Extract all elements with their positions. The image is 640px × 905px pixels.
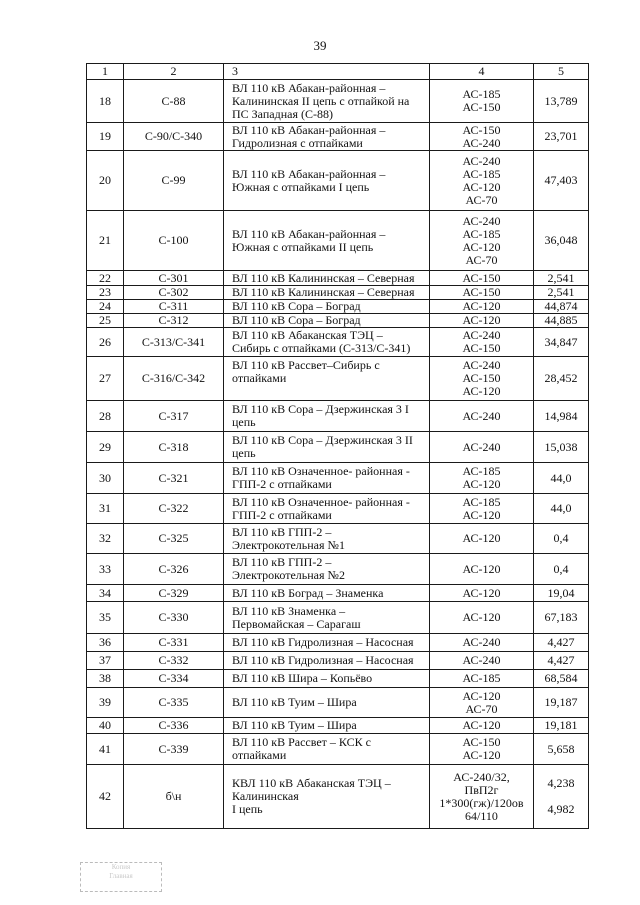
wire-type xyxy=(430,271,534,286)
cell-line: АС-70 xyxy=(465,252,498,267)
wire-type xyxy=(430,432,534,463)
line-length xyxy=(534,286,589,300)
cell-line: ГПП-2 с отпайками xyxy=(232,477,332,491)
row-number: 39 xyxy=(87,688,124,718)
line-length xyxy=(534,432,589,463)
table-row xyxy=(87,688,589,718)
cell-line: 14,984 xyxy=(544,408,578,423)
row-number: 24 xyxy=(87,300,124,314)
cell-line: Электрокотельная №1 xyxy=(232,537,345,552)
cell-line: АС-120 xyxy=(462,561,501,576)
table-row xyxy=(87,314,589,328)
line-name xyxy=(224,670,430,688)
cell-line: 64/110 xyxy=(465,808,498,823)
cell-line: ВЛ 110 кВ Абаканская ТЭЦ – xyxy=(232,328,383,342)
line-name xyxy=(224,357,430,401)
cell-line: 13,789 xyxy=(544,93,578,108)
line-name xyxy=(224,432,430,463)
table-row xyxy=(87,286,589,300)
line-name xyxy=(224,300,430,314)
table-row xyxy=(87,670,589,688)
line-name xyxy=(224,554,430,585)
row-number: 32 xyxy=(87,524,124,554)
cell-line: ГПП-2 с отпайками xyxy=(232,507,332,522)
row-number: 37 xyxy=(87,652,124,670)
cell-line: Южная с отпайками II цепь xyxy=(232,239,374,254)
cell-line: АС-150 xyxy=(462,735,501,749)
line-code: С-318 xyxy=(124,432,224,463)
line-code: С-317 xyxy=(124,401,224,432)
cell-line: АС-240 xyxy=(462,439,501,454)
line-length xyxy=(534,401,589,432)
table-row xyxy=(87,123,589,151)
line-name xyxy=(224,734,430,765)
stamp-line: Главная xyxy=(109,872,133,880)
row-number: 21 xyxy=(87,211,124,271)
row-number: 41 xyxy=(87,734,124,765)
wire-type xyxy=(430,211,534,271)
line-name xyxy=(224,718,430,734)
line-code: С-329 xyxy=(124,585,224,602)
cell-line: АС-240 xyxy=(462,328,501,342)
cell-line: АС-240 xyxy=(462,213,501,228)
cell-line: АС-185 xyxy=(462,494,501,509)
cell-line: АС-120 xyxy=(462,313,501,327)
cell-line: 2,541 xyxy=(547,285,575,299)
header-cell: 1 xyxy=(87,64,124,80)
table-row xyxy=(87,718,589,734)
line-code: С-339 xyxy=(124,734,224,765)
cell-line: 4,982 xyxy=(547,802,575,816)
wire-type xyxy=(430,328,534,357)
cell-line: АС-120 xyxy=(462,384,501,398)
line-code: С-330 xyxy=(124,602,224,634)
line-code: С-100 xyxy=(124,211,224,271)
line-length xyxy=(534,602,589,634)
cell-line: АС-185 xyxy=(462,87,501,101)
cell-line: ВЛ 110 кВ Сора – Боград xyxy=(232,313,361,327)
cell-line: ВЛ 110 кВ Туим – Шира xyxy=(232,695,357,709)
cell-line xyxy=(232,385,426,398)
header-cell: 3 xyxy=(224,64,430,80)
table-row xyxy=(87,151,589,211)
line-code: С-301 xyxy=(124,271,224,286)
line-name xyxy=(224,765,430,829)
line-name xyxy=(224,328,430,357)
line-code: б\н xyxy=(124,765,224,829)
cell-line: Сибирь с отпайками (С-313/С-341) xyxy=(232,341,411,355)
cell-line: 44,885 xyxy=(544,313,578,327)
line-length xyxy=(534,300,589,314)
cell-line: АС-70 xyxy=(465,192,498,207)
line-length xyxy=(534,357,589,401)
table-row xyxy=(87,494,589,524)
line-length xyxy=(534,123,589,151)
line-length xyxy=(534,463,589,494)
row-number: 31 xyxy=(87,494,124,524)
cell-line: АС-120 xyxy=(462,585,501,600)
line-code: С-334 xyxy=(124,670,224,688)
wire-type xyxy=(430,151,534,211)
cell-line: 4,427 xyxy=(547,635,575,649)
line-name xyxy=(224,314,430,328)
cell-line: 19,04 xyxy=(547,585,575,600)
wire-type xyxy=(430,554,534,585)
line-length xyxy=(534,314,589,328)
cell-line: АС-150 xyxy=(462,122,501,137)
line-code: С-312 xyxy=(124,314,224,328)
table-row xyxy=(87,357,589,401)
row-number: 23 xyxy=(87,286,124,300)
cell-line: АС-240/32, xyxy=(453,769,510,784)
line-length xyxy=(534,765,589,829)
cell-line: 67,183 xyxy=(544,610,578,624)
row-number: 20 xyxy=(87,151,124,211)
cell-line: 28,452 xyxy=(544,371,578,385)
line-code: С-336 xyxy=(124,718,224,734)
table-row xyxy=(87,554,589,585)
stamp-line: Копия xyxy=(111,863,131,871)
cell-line: ВЛ 110 кВ ГПП-2 – xyxy=(232,524,332,539)
cell-line: АС-120 xyxy=(462,477,501,491)
line-length xyxy=(534,211,589,271)
row-number: 40 xyxy=(87,718,124,734)
table-row xyxy=(87,524,589,554)
cell-line: 15,038 xyxy=(544,439,578,454)
cell-line: 2,541 xyxy=(547,270,575,285)
wire-type xyxy=(430,314,534,328)
row-number: 19 xyxy=(87,123,124,151)
line-name xyxy=(224,634,430,652)
cell-line: ВЛ 110 кВ Знаменка – xyxy=(232,603,346,618)
cell-line: ВЛ 110 кВ Абакан-районная – xyxy=(232,122,386,137)
cell-line: 36,048 xyxy=(544,233,578,247)
line-code: С-335 xyxy=(124,688,224,718)
cell-line: АС-185 xyxy=(462,226,501,241)
cell-line: Первомайская – Сарагаш xyxy=(232,616,361,631)
line-name xyxy=(224,401,430,432)
table-row xyxy=(87,80,589,123)
line-name xyxy=(224,463,430,494)
cell-line: АС-240 xyxy=(462,635,501,649)
cell-line: АС-120 xyxy=(462,688,501,703)
cell-line: 68,584 xyxy=(544,671,578,685)
cell-line: АС-240 xyxy=(462,653,501,667)
line-code: С-326 xyxy=(124,554,224,585)
cell-line: I цепь xyxy=(232,802,263,816)
cell-line: АС-150 xyxy=(462,270,501,285)
line-code: С-311 xyxy=(124,300,224,314)
table-row xyxy=(87,211,589,271)
row-number: 34 xyxy=(87,585,124,602)
line-code: С-331 xyxy=(124,634,224,652)
line-length xyxy=(534,524,589,554)
line-code: С-99 xyxy=(124,151,224,211)
row-number: 22 xyxy=(87,271,124,286)
line-length xyxy=(534,328,589,357)
line-name xyxy=(224,286,430,300)
line-name xyxy=(224,585,430,602)
cell-line: АС-240 xyxy=(462,358,501,372)
cell-line: ПвП2г xyxy=(464,782,499,797)
row-number: 27 xyxy=(87,357,124,401)
cell-line: 23,701 xyxy=(544,129,578,143)
line-name xyxy=(224,602,430,634)
line-length xyxy=(534,585,589,602)
line-code: С-302 xyxy=(124,286,224,300)
header-cell: 5 xyxy=(534,64,589,80)
cell-line: КВЛ 110 кВ Абаканская ТЭЦ – xyxy=(232,776,391,790)
line-code: С-88 xyxy=(124,80,224,123)
cell-line: АС-120 xyxy=(462,610,501,624)
line-length xyxy=(534,494,589,524)
cell-line: АС-150 xyxy=(462,285,501,299)
cell-line: ВЛ 110 кВ Сора – Боград xyxy=(232,299,361,313)
wire-type xyxy=(430,602,534,634)
cell-line: 19,181 xyxy=(544,718,578,732)
wire-type xyxy=(430,357,534,401)
cell-line: ВЛ 110 кВ Рассвет–Сибирь с xyxy=(232,358,380,372)
cell-line: ВЛ 110 кВ Абакан-районная – xyxy=(232,166,386,181)
line-length xyxy=(534,151,589,211)
table-row xyxy=(87,271,589,286)
wire-type xyxy=(430,652,534,670)
cell-line: ВЛ 110 кВ Означенное- районная - xyxy=(232,464,410,478)
cell-line: АС-240 xyxy=(462,408,501,423)
cell-line: 34,847 xyxy=(544,334,578,349)
table-row xyxy=(87,300,589,314)
wire-type xyxy=(430,688,534,718)
line-length xyxy=(534,670,589,688)
line-length xyxy=(534,634,589,652)
line-code: С-90/С-340 xyxy=(124,123,224,151)
cell-line: ВЛ 110 кВ Шира – Копьёво xyxy=(232,671,373,685)
cell-line: АС-120 xyxy=(462,299,501,313)
cell-line: отпайками xyxy=(232,748,287,762)
cell-line: ВЛ 110 кВ Абакан-районная – xyxy=(232,80,386,95)
cell-line: АС-120 xyxy=(462,531,501,545)
cell-line: ВЛ 110 кВ Сора – Дзержинская 3 I xyxy=(232,402,409,416)
cell-line: 47,403 xyxy=(544,173,578,187)
page-number: 39 xyxy=(313,38,327,53)
cell-line: 0,4 xyxy=(553,531,569,545)
line-code: С-332 xyxy=(124,652,224,670)
cell-line: 44,0 xyxy=(550,501,572,515)
wire-type xyxy=(430,463,534,494)
line-length xyxy=(534,554,589,585)
cell-line: АС-185 xyxy=(462,671,501,685)
row-number: 26 xyxy=(87,328,124,357)
cell-line: АС-120 xyxy=(462,179,501,194)
cell-line: ВЛ 110 кВ Означенное- районная - xyxy=(232,494,410,509)
wire-type xyxy=(430,524,534,554)
cell-line: АС-150 xyxy=(462,100,501,114)
table-row xyxy=(87,734,589,765)
line-name xyxy=(224,524,430,554)
cell-line: ВЛ 110 кВ ГПП-2 – xyxy=(232,555,332,569)
table-row xyxy=(87,602,589,634)
cell-line: Гидролизная с отпайками xyxy=(232,135,363,150)
cell-line: 0,4 xyxy=(553,561,569,576)
cell-line: 4,427 xyxy=(547,653,575,667)
cell-line: ВЛ 110 кВ Калининская – Северная xyxy=(232,285,415,299)
cell-line: Электрокотельная №2 xyxy=(232,568,345,582)
wire-type xyxy=(430,494,534,524)
line-length xyxy=(534,718,589,734)
cell-line: цепь xyxy=(232,446,256,460)
line-name xyxy=(224,688,430,718)
cell-line: 19,187 xyxy=(544,695,578,709)
cell-line: отпайками xyxy=(232,371,287,385)
line-name xyxy=(224,271,430,286)
wire-type xyxy=(430,286,534,300)
cell-line: АС-185 xyxy=(462,166,501,181)
line-length xyxy=(534,734,589,765)
cell-line: АС-120 xyxy=(462,748,501,762)
line-code: С-321 xyxy=(124,463,224,494)
cell-line: ПС Западная (С-88) xyxy=(232,106,333,121)
wire-type xyxy=(430,123,534,151)
cell-line: 44,874 xyxy=(544,299,578,313)
cell-line: цепь xyxy=(232,415,256,429)
wire-type xyxy=(430,80,534,123)
line-code: С-313/С-341 xyxy=(124,328,224,357)
line-code: С-325 xyxy=(124,524,224,554)
row-number: 42 xyxy=(87,765,124,829)
wire-type xyxy=(430,585,534,602)
cell-line: ВЛ 110 кВ Калининская – Северная xyxy=(232,270,415,285)
row-number: 25 xyxy=(87,314,124,328)
cell-line: ВЛ 110 кВ Боград – Знаменка xyxy=(232,585,384,600)
cell-line: АС-240 xyxy=(462,135,501,150)
cell-line: ВЛ 110 кВ Рассвет – КСК с xyxy=(232,735,371,749)
cell-line: АС-150 xyxy=(462,341,501,355)
table-row xyxy=(87,432,589,463)
line-length xyxy=(534,652,589,670)
cell-line: Южная с отпайками I цепь xyxy=(232,179,370,194)
cell-line: ВЛ 110 кВ Туим – Шира xyxy=(232,718,357,732)
wire-type xyxy=(430,670,534,688)
cell-line: ВЛ 110 кВ Гидролизная – Насосная xyxy=(232,653,414,667)
line-name xyxy=(224,494,430,524)
cell-line: Калининская II цепь с отпайкой на xyxy=(232,93,410,108)
cell-line: Калининская xyxy=(232,789,299,803)
table-row xyxy=(87,585,589,602)
table-row xyxy=(87,463,589,494)
cell-line: ВЛ 110 кВ Сора – Дзержинская 3 II xyxy=(232,433,413,447)
row-number: 30 xyxy=(87,463,124,494)
line-code: С-316/С-342 xyxy=(124,357,224,401)
row-number: 18 xyxy=(87,80,124,123)
header-cell: 2 xyxy=(124,64,224,80)
line-length xyxy=(534,688,589,718)
wire-type xyxy=(430,300,534,314)
cell-line: АС-120 xyxy=(462,718,501,732)
line-code: С-322 xyxy=(124,494,224,524)
cell-line: 5,658 xyxy=(547,741,575,756)
cell-line: ВЛ 110 кВ Гидролизная – Насосная xyxy=(232,635,414,649)
wire-type xyxy=(430,734,534,765)
cell-line: АС-240 xyxy=(462,153,501,168)
cell-line: 44,0 xyxy=(550,470,572,485)
row-number: 28 xyxy=(87,401,124,432)
table-row xyxy=(87,401,589,432)
cell-line: АС-150 xyxy=(462,371,501,385)
table-header-row xyxy=(87,64,589,80)
table-row xyxy=(87,328,589,357)
wire-type xyxy=(430,718,534,734)
cell-line: АС-70 xyxy=(465,701,498,716)
table-row xyxy=(87,634,589,652)
line-name xyxy=(224,211,430,271)
cell-line: АС-120 xyxy=(462,239,501,254)
cell-line: 4,238 xyxy=(547,776,575,790)
stamp xyxy=(80,862,162,892)
wire-type xyxy=(430,634,534,652)
table-row xyxy=(87,765,589,829)
cell-line: ВЛ 110 кВ Абакан-районная – xyxy=(232,226,386,241)
line-name xyxy=(224,123,430,151)
row-number: 29 xyxy=(87,432,124,463)
row-number: 38 xyxy=(87,670,124,688)
wire-type xyxy=(430,765,534,829)
cell-line: 1*300(гж)/120ов xyxy=(439,795,524,810)
row-number: 33 xyxy=(87,554,124,585)
cell-line: АС-120 xyxy=(462,507,501,522)
table-row xyxy=(87,652,589,670)
row-number: 35 xyxy=(87,602,124,634)
line-name xyxy=(224,652,430,670)
power-lines-table xyxy=(86,63,589,829)
header-cell: 4 xyxy=(430,64,534,80)
line-length xyxy=(534,271,589,286)
line-length xyxy=(534,80,589,123)
line-name xyxy=(224,151,430,211)
wire-type xyxy=(430,401,534,432)
line-name xyxy=(224,80,430,123)
cell-line: АС-185 xyxy=(462,464,501,478)
row-number: 36 xyxy=(87,634,124,652)
